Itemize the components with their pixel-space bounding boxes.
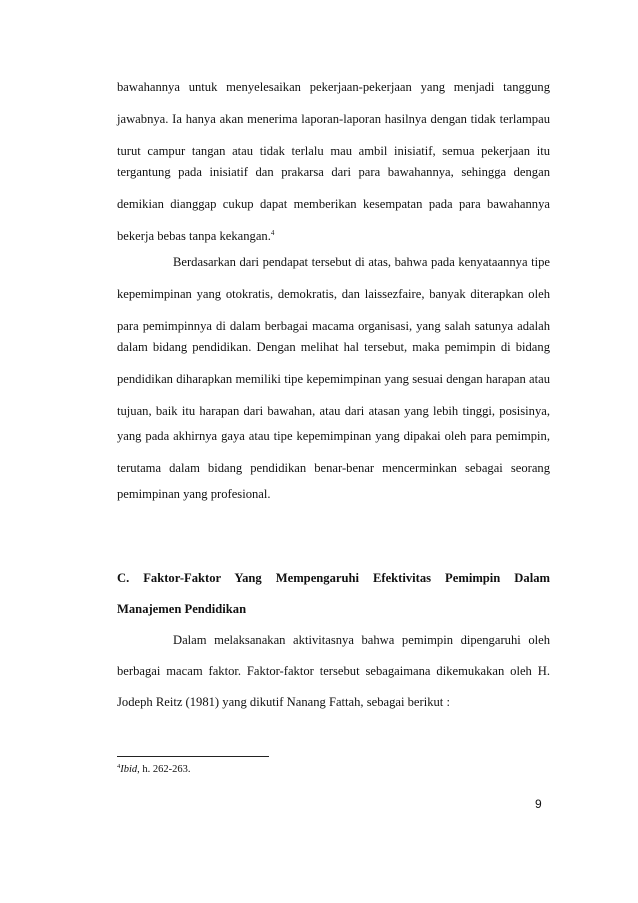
paragraph-2-line: pemimpinan yang profesional. [117,487,271,501]
paragraph-1-line: tergantung pada inisiatif dan prakarsa dari para bawahannya, sehingga dengan [117,165,550,179]
paragraph-3-line: Jodeph Reitz (1981) yang dikutif Nanang Fattah, sebagai berikut : [117,695,450,709]
footnote-divider [117,756,269,757]
footnote-reference: 4 [270,229,275,237]
section-heading-continuation: Manajemen Pendidikan [117,602,247,616]
paragraph-1-last-line [117,228,550,244]
paragraph-2-line: tujuan, baik itu harapan dari bawahan, atau dari atasan yang lebih tinggi, posisinya, [117,404,550,418]
footnote [117,763,191,777]
paragraph-1-line: turut campur tangan atau tidak terlalu mau ambil inisiatif, semua pekerjaan itu [117,144,550,158]
paragraph-1-line: bawahannya untuk menyelesaikan pekerjaan-pekerjaan yang menjadi tanggung [117,80,550,94]
paragraph-2-line: Berdasarkan dari pendapat tersebut di atas, bahwa pada kenyataannya tipe [173,255,550,269]
paragraph-1-line: demikian dianggap cukup dapat memberikan kesempatan pada para bawahannya [117,197,550,211]
paragraph-2-line: para pemimpinnya di dalam berbagai macama organisasi, yang salah satunya adalah [117,319,550,333]
section-heading: C. Faktor-Faktor Yang Mempengaruhi Efektivitas Pemimpin Dalam [117,571,550,585]
paragraph-2-line: pendidikan diharapkan memiliki tipe kepemimpinan yang sesuai dengan harapan atau [117,372,550,386]
paragraph-1-line: jawabnya. Ia hanya akan menerima laporan-laporan hasilnya dengan tidak terlampau [117,112,550,126]
footnote-source: Ibid [120,764,138,775]
page-number: 9 [535,797,542,811]
paragraph-3-line: berbagai macam faktor. Faktor-faktor tersebut sebagaimana dikemukakan oleh H. [117,664,550,678]
footnote-pages: , h. 262-263. [137,764,191,775]
paragraph-3-line: Dalam melaksanakan aktivitasnya bahwa pemimpin dipengaruhi oleh [173,633,550,647]
paragraph-1-line-text: bekerja bebas tanpa kekangan. [117,229,271,243]
paragraph-2-line: yang pada akhirnya gaya atau tipe kepemimpinan yang dipakai oleh para pemimpin, [117,429,550,443]
footnote-number: 4 [117,763,121,770]
paragraph-2-line: dalam bidang pendidikan. Dengan melihat hal tersebut, maka pemimpin di bidang [117,340,550,354]
paragraph-2-line: kepemimpinan yang otokratis, demokratis, dan laissezfaire, banyak diterapkan oleh [117,287,550,301]
paragraph-2-line: terutama dalam bidang pendidikan benar-benar mencerminkan sebagai seorang [117,461,550,475]
